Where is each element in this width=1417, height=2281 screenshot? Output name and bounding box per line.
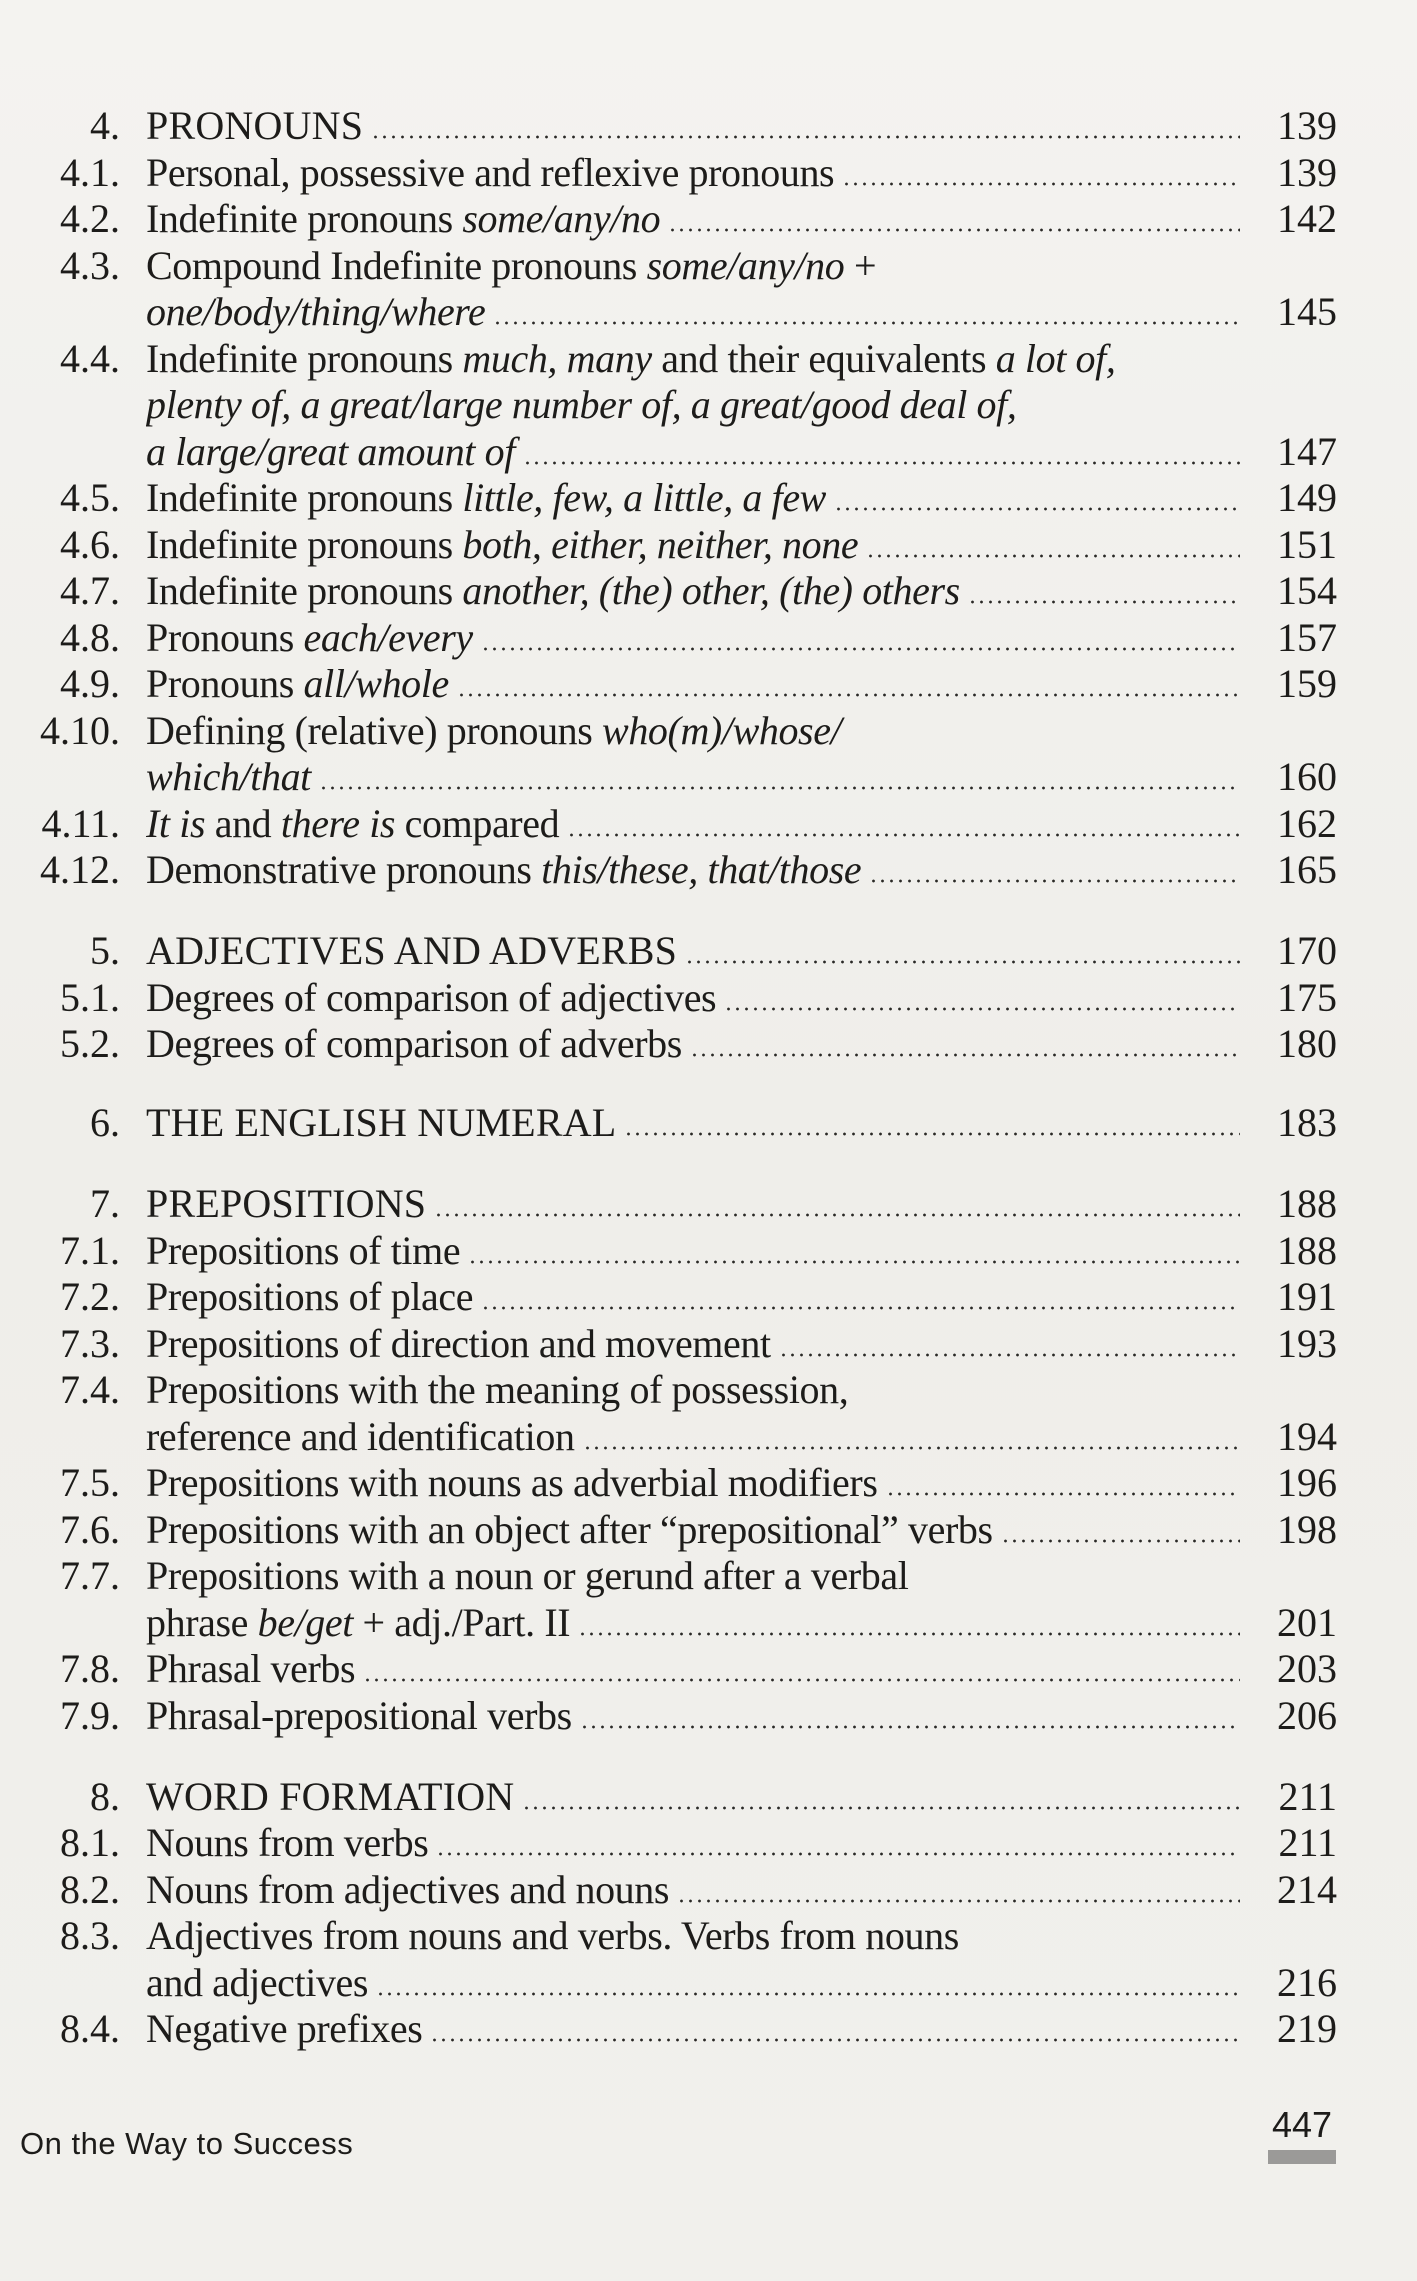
toc-entry-number: 8.1.	[60, 1820, 120, 1865]
toc-entry-title	[146, 429, 515, 475]
toc-entry-page: 159	[1277, 661, 1337, 706]
toc-entry-title-part: PREPOSITIONS	[146, 1181, 427, 1226]
toc-entry-title-part: Prepositions with a noun or gerund after a verbal	[146, 1553, 909, 1598]
toc-entry-title-part: Negative prefixes	[146, 2006, 423, 2051]
toc-entry-line	[146, 1181, 1244, 1227]
footer-page-number-block	[1268, 2104, 1336, 2168]
toc-entry-line	[146, 801, 1244, 847]
toc-entry-line	[146, 1774, 1244, 1820]
dot-leader	[834, 507, 1240, 511]
toc-entry	[0, 1820, 1417, 1866]
toc-entry-title	[146, 708, 841, 754]
dot-leader	[436, 1852, 1240, 1856]
toc-entry-number: 5.	[90, 928, 120, 973]
dot-leader	[866, 554, 1240, 558]
toc-entry-title-part: phrase	[146, 1600, 258, 1645]
toc-entry-title	[146, 1100, 616, 1146]
toc-entry	[0, 928, 1417, 974]
toc-entry-title-part: compared	[395, 801, 560, 846]
toc-entry-title-italic: this/these, that/those	[541, 847, 862, 892]
dot-leader	[624, 1132, 1240, 1136]
toc-entry-title	[146, 1600, 570, 1646]
toc-entry-title-part: Indefinite pronouns	[146, 522, 463, 567]
toc-entry-line	[146, 568, 1244, 614]
dot-leader	[677, 1899, 1240, 1903]
dot-leader	[968, 600, 1240, 604]
toc-entry-title-part: Nouns from adjectives and nouns	[146, 1867, 670, 1912]
toc-entry-line	[146, 1274, 1244, 1320]
toc-entry-page: 149	[1277, 475, 1337, 520]
toc-entry-title-italic: both, either, neither, none	[462, 522, 859, 567]
dot-leader	[481, 647, 1240, 651]
toc-entry-title	[146, 475, 826, 521]
dot-leader	[522, 1806, 1240, 1810]
toc-entry-line	[146, 475, 1244, 521]
toc-entry-title-part: Prepositions of time	[146, 1228, 461, 1273]
toc-entry-title-italic: a large/great amount of	[146, 429, 515, 474]
toc-entry-number: 4.4.	[60, 336, 120, 381]
toc-entry-title-part: Degrees of comparison of adjectives	[146, 975, 717, 1020]
toc-entry-line	[146, 1820, 1244, 1866]
toc-entry-line	[146, 243, 1244, 289]
toc-entry-line	[146, 429, 1244, 475]
toc-entry-title-italic: some/any/no	[646, 243, 845, 288]
toc-entry-title	[146, 1228, 460, 1274]
toc-entry-title-part: Phrasal-prepositional verbs	[146, 1693, 572, 1738]
toc-entry-line	[146, 2006, 1244, 2052]
toc-entry-title-part: Degrees of comparison of adverbs	[146, 1021, 682, 1066]
toc-entry-page: 203	[1277, 1646, 1337, 1691]
toc-entry-page: 214	[1277, 1867, 1337, 1912]
toc-entry-title-part: Indefinite pronouns	[146, 475, 463, 520]
toc-entry	[0, 382, 1417, 428]
toc-entry	[0, 150, 1417, 196]
toc-entry-page: 170	[1277, 928, 1337, 973]
toc-entry-title	[146, 289, 485, 335]
toc-entry-number: 6.	[90, 1100, 120, 1145]
toc-entry-title	[146, 103, 363, 149]
toc-entry	[0, 1913, 1417, 1959]
toc-entry-line	[146, 1414, 1244, 1460]
toc-entry	[0, 1274, 1417, 1320]
dot-leader	[869, 879, 1240, 883]
toc-entry-number: 7.1.	[60, 1228, 120, 1273]
toc-entry-line	[146, 1507, 1244, 1553]
dot-leader	[779, 1353, 1240, 1357]
toc-entry-page: 188	[1277, 1181, 1337, 1226]
toc-entry	[0, 1553, 1417, 1599]
toc-entry-title	[146, 568, 960, 614]
dot-leader	[430, 2038, 1240, 2042]
toc-entry-page: 193	[1277, 1321, 1337, 1366]
toc-entry-line	[146, 289, 1244, 335]
footer-page-number: 447	[1271, 2104, 1333, 2145]
toc-entry-title-italic: a lot of,	[995, 336, 1116, 381]
toc-entry-title	[146, 1960, 368, 2006]
toc-entry-number: 5.1.	[60, 975, 120, 1020]
toc-entry	[0, 475, 1417, 521]
toc-entry-number: 8.2.	[60, 1867, 120, 1912]
toc-entry-title	[146, 1181, 426, 1227]
dot-leader	[371, 135, 1240, 139]
toc-entry-number: 4.10.	[40, 708, 120, 753]
dot-leader	[493, 321, 1240, 325]
toc-entry-page: 142	[1277, 196, 1337, 241]
toc-entry-number: 7.6.	[60, 1507, 120, 1552]
dot-leader	[523, 461, 1240, 465]
dot-leader	[434, 1213, 1240, 1217]
toc-entry-title	[146, 1693, 572, 1739]
toc-entry-number: 5.2.	[60, 1021, 120, 1066]
toc-entry-number: 4.	[90, 103, 120, 148]
toc-entry-title	[146, 243, 876, 289]
toc-entry-title-italic: It is	[146, 801, 206, 846]
toc-entry-line	[146, 1460, 1244, 1506]
toc-entry	[0, 568, 1417, 614]
toc-entry-title-part: Prepositions of direction and movement	[146, 1321, 771, 1366]
toc-entry-page: 157	[1277, 615, 1337, 660]
toc-entry-title-part: Defining (relative) pronouns	[146, 708, 603, 753]
dot-leader	[481, 1306, 1240, 1310]
dot-leader	[319, 786, 1240, 790]
toc-entry-line	[146, 196, 1244, 242]
toc-entry-page: 198	[1277, 1507, 1337, 1552]
toc-entry-line	[146, 1960, 1244, 2006]
dot-leader	[583, 1446, 1240, 1450]
toc-entry-title-part: reference and identification	[146, 1414, 575, 1459]
toc-entry-line	[146, 975, 1244, 1021]
toc-entry-number: 7.5.	[60, 1460, 120, 1505]
toc-entry	[0, 1867, 1417, 1913]
dot-leader	[468, 1260, 1240, 1264]
toc-entry-title	[146, 1367, 848, 1413]
toc-entry	[0, 975, 1417, 1021]
toc-entry-line	[146, 150, 1244, 196]
toc-entry-page: 183	[1277, 1100, 1337, 1145]
toc-entry	[0, 289, 1417, 335]
toc-entry-number: 8.3.	[60, 1913, 120, 1958]
toc-entry-number: 4.3.	[60, 243, 120, 288]
toc-entry-line	[146, 847, 1244, 893]
toc-entry-title-part: Nouns from verbs	[146, 1820, 429, 1865]
toc-entry	[0, 661, 1417, 707]
toc-entry-page: 188	[1277, 1228, 1337, 1273]
toc-entry-number: 7.9.	[60, 1693, 120, 1738]
toc-entry-title-part: Adjectives from nouns and verbs. Verbs from nouns	[146, 1913, 959, 1958]
toc-entry-title-part: and adjectives	[146, 1960, 369, 2005]
toc-entry	[0, 1321, 1417, 1367]
page-number-bar	[1268, 2150, 1336, 2164]
toc-entry-title-part: Prepositions with nouns as adverbial modifiers	[146, 1460, 878, 1505]
footer-book-title: On the Way to Success	[20, 2126, 354, 2161]
dot-leader	[685, 960, 1240, 964]
toc-entry-title-part: Indefinite pronouns	[146, 336, 463, 381]
dot-leader	[457, 693, 1240, 697]
toc-entry-title-part: THE ENGLISH NUMERAL	[146, 1100, 617, 1145]
toc-entry-page: 160	[1277, 754, 1337, 799]
toc-entry-page: 175	[1277, 975, 1337, 1020]
toc-entry-title	[146, 1646, 355, 1692]
toc-entry-title-part: Indefinite pronouns	[146, 196, 463, 241]
toc-entry-page: 194	[1277, 1414, 1337, 1459]
toc-entry-title-part: Phrasal verbs	[146, 1646, 356, 1691]
toc-entry-title-part: Prepositions of place	[146, 1274, 474, 1319]
toc-entry	[0, 754, 1417, 800]
toc-entry	[0, 1600, 1417, 1646]
toc-entry-line	[146, 708, 1244, 754]
toc-entry-page: 219	[1277, 2006, 1337, 2051]
toc-entry-line	[146, 1913, 1244, 1959]
toc-entry-title-italic: little, few, a little, a few	[462, 475, 826, 520]
dot-leader	[363, 1678, 1240, 1682]
toc-entry	[0, 1646, 1417, 1692]
dot-leader	[578, 1632, 1240, 1636]
dot-leader	[567, 833, 1240, 837]
toc-entry-line	[146, 1228, 1244, 1274]
toc-entry	[0, 2006, 1417, 2052]
toc-entry-title-italic: there is	[280, 801, 396, 846]
dot-leader	[668, 228, 1240, 232]
toc-entry-title	[146, 1820, 428, 1866]
toc-entry-title	[146, 1507, 993, 1553]
toc-entry-number: 4.2.	[60, 196, 120, 241]
toc-entry-title	[146, 1553, 908, 1599]
toc-entry-title-part: and their equivalents	[651, 336, 996, 381]
dot-leader	[376, 1992, 1240, 1996]
toc-entry-title	[146, 615, 473, 661]
toc-entry-number: 8.4.	[60, 2006, 120, 2051]
toc-entry	[0, 1228, 1417, 1274]
toc-entry-page: 165	[1277, 847, 1337, 892]
toc-entry-page: 162	[1277, 801, 1337, 846]
toc-entry-line	[146, 522, 1244, 568]
toc-entry-line	[146, 1021, 1244, 1067]
toc-entry-title-italic: be/get	[257, 1600, 353, 1645]
toc-entry-title-part: Compound Indefinite pronouns	[146, 243, 647, 288]
toc-entry-number: 4.7.	[60, 568, 120, 613]
toc-entry	[0, 1507, 1417, 1553]
toc-entry	[0, 708, 1417, 754]
toc-entry-number: 7.	[90, 1181, 120, 1226]
toc-entry-title	[146, 1867, 669, 1913]
toc-entry-title	[146, 1460, 878, 1506]
toc-entry-number: 8.	[90, 1774, 120, 1819]
toc-entry-title	[146, 975, 716, 1021]
toc-entry-title	[146, 1274, 473, 1320]
toc-entry-title	[146, 1774, 514, 1820]
toc-entry-title	[146, 522, 858, 568]
toc-entry-title-italic: all/whole	[303, 661, 449, 706]
toc-entry-title	[146, 1321, 771, 1367]
toc-entry-line	[146, 382, 1244, 428]
toc-entry	[0, 103, 1417, 149]
toc-entry-line	[146, 1646, 1244, 1692]
toc-entry-title	[146, 196, 660, 242]
toc-entry-line	[146, 1867, 1244, 1913]
toc-entry	[0, 615, 1417, 661]
toc-entry	[0, 196, 1417, 242]
toc-entry	[0, 336, 1417, 382]
toc-entry	[0, 801, 1417, 847]
toc-entry-title-part: Pronouns	[146, 615, 304, 660]
toc-entry-line	[146, 1367, 1244, 1413]
dot-leader	[1001, 1539, 1240, 1543]
toc-entry	[0, 243, 1417, 289]
toc-entry-number: 4.1.	[60, 150, 120, 195]
toc-entry-number: 7.8.	[60, 1646, 120, 1691]
toc-entry-page: 201	[1277, 1600, 1337, 1645]
toc-entry-title-part: Pronouns	[146, 661, 304, 706]
toc-entry-title-italic: one/body/thing/where	[146, 289, 486, 334]
toc-entry-page: 206	[1277, 1693, 1337, 1738]
dot-leader	[724, 1007, 1240, 1011]
toc-entry-line	[146, 1321, 1244, 1367]
toc-entry-title	[146, 1414, 575, 1460]
toc-entry-page: 154	[1277, 568, 1337, 613]
toc-entry-title-part: PRONOUNS	[146, 103, 364, 148]
dot-leader	[690, 1053, 1240, 1057]
toc-entry-title-part: WORD FORMATION	[146, 1774, 515, 1819]
toc-entry-number: 4.6.	[60, 522, 120, 567]
toc-entry-title-part: ADJECTIVES AND ADVERBS	[146, 928, 678, 973]
toc-entry-number: 4.9.	[60, 661, 120, 706]
toc-entry	[0, 1021, 1417, 1067]
toc-entry-title	[146, 754, 311, 800]
toc-entry	[0, 1181, 1417, 1227]
toc-entry-number: 4.8.	[60, 615, 120, 660]
toc-entry-title-italic: who(m)/whose/	[602, 708, 842, 753]
toc-entry-page: 216	[1277, 1960, 1337, 2005]
toc-entry-title	[146, 928, 677, 974]
toc-entry-title-part: Personal, possessive and reflexive pronouns	[146, 150, 835, 195]
dot-leader	[580, 1725, 1240, 1729]
toc-entry-number: 7.2.	[60, 1274, 120, 1319]
toc-entry-title	[146, 336, 1115, 382]
toc-entry-number: 7.3.	[60, 1321, 120, 1366]
toc-entry	[0, 1693, 1417, 1739]
toc-entry-title-part: Prepositions with an object after “prepositional” verbs	[146, 1507, 993, 1552]
toc-entry-line	[146, 754, 1244, 800]
toc-entry-title	[146, 847, 861, 893]
toc-entry-title	[146, 2006, 422, 2052]
toc-entry-line	[146, 615, 1244, 661]
toc-entry	[0, 1414, 1417, 1460]
toc-entry-line	[146, 661, 1244, 707]
dot-leader	[886, 1492, 1240, 1496]
toc-entry-title-part: +	[844, 243, 877, 288]
toc-entry-title	[146, 150, 834, 196]
toc-entry-title-italic: plenty of, a great/large number of, a great/good deal of,	[146, 382, 1017, 427]
toc-entry-title-italic: some/any/no	[462, 196, 661, 241]
toc-entry-title	[146, 661, 449, 707]
toc-entry-page: 145	[1277, 289, 1337, 334]
toc-entry-title-italic: another, (the) other, (the) others	[462, 568, 960, 613]
toc-entry-number: 7.7.	[60, 1553, 120, 1598]
toc-entry-number: 4.12.	[40, 847, 120, 892]
toc-entry-title-italic: each/every	[303, 615, 473, 660]
toc-entry-line	[146, 1693, 1244, 1739]
toc-entry-line	[146, 1100, 1244, 1146]
toc-entry	[0, 429, 1417, 475]
toc-entry-page: 191	[1277, 1274, 1337, 1319]
toc-entry-title	[146, 801, 559, 847]
toc-entry-title-part: Demonstrative pronouns	[146, 847, 542, 892]
toc-entry-title-part: + adj./Part. II	[352, 1600, 571, 1645]
toc-entry-title	[146, 1021, 682, 1067]
toc-entry-line	[146, 1600, 1244, 1646]
toc-entry-title	[146, 382, 1016, 428]
toc-entry-title-part: Indefinite pronouns	[146, 568, 463, 613]
toc-entry	[0, 1100, 1417, 1146]
toc-entry-title-italic: which/that	[146, 754, 311, 799]
toc-entry-page: 211	[1278, 1820, 1337, 1865]
toc-entry-page: 151	[1277, 522, 1337, 567]
toc-entry-page: 139	[1277, 150, 1337, 195]
toc-entry-number: 4.5.	[60, 475, 120, 520]
toc-entry-title-part: and	[205, 801, 281, 846]
toc-entry-page: 139	[1277, 103, 1337, 148]
toc-entry-page: 180	[1277, 1021, 1337, 1066]
toc-entry-page: 147	[1277, 429, 1337, 474]
toc-entry	[0, 847, 1417, 893]
toc-entry	[0, 1367, 1417, 1413]
toc-entry-title-part: Prepositions with the meaning of possession,	[146, 1367, 849, 1412]
toc-entry	[0, 1460, 1417, 1506]
toc-entry-page: 196	[1277, 1460, 1337, 1505]
toc-entry	[0, 1960, 1417, 2006]
toc-entry-page: 211	[1278, 1774, 1337, 1819]
toc-entry	[0, 1774, 1417, 1820]
toc-entry-line	[146, 103, 1244, 149]
toc-entry-line	[146, 1553, 1244, 1599]
toc-entry-number: 4.11.	[41, 801, 120, 846]
toc-entry-number: 7.4.	[60, 1367, 120, 1412]
toc-entry-line	[146, 928, 1244, 974]
toc-entry-title-italic: much, many	[462, 336, 652, 381]
toc-entry	[0, 522, 1417, 568]
dot-leader	[842, 182, 1240, 186]
toc-entry-line	[146, 336, 1244, 382]
toc-entry-title	[146, 1913, 959, 1959]
